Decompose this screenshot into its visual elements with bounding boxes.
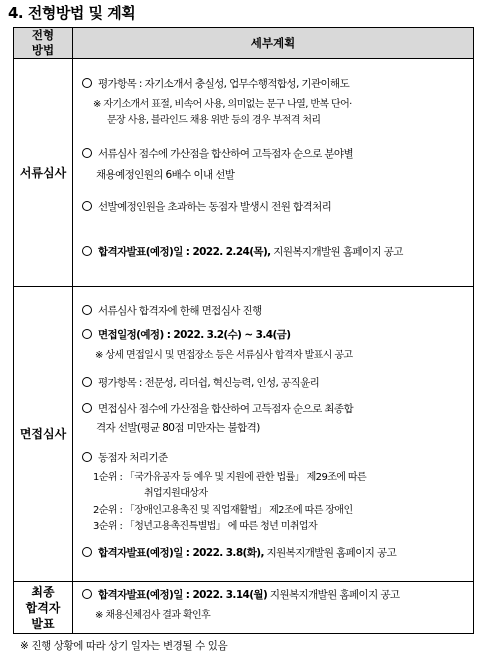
list-item: 합격자발표(예정)일 : 2022. 3.8(화), 지원복지개발원 홈페이지 공고: [82, 545, 467, 562]
header-stage: [14, 28, 73, 59]
circle-bullet-icon: [82, 452, 92, 462]
table-row: [14, 582, 474, 634]
circle-bullet-icon: [82, 403, 92, 413]
list-item: 취업지원대상자: [144, 488, 208, 499]
list-item: ※ 채용신체검사 결과 확인후: [95, 610, 211, 621]
list-item: 동점자 처리기준: [82, 450, 467, 467]
list-item: 3순위 : 「청년고용촉진특별법」 에 따른 청년 미취업자: [93, 521, 318, 532]
circle-bullet-icon: [82, 329, 92, 339]
section-title: 4. 전형방법 및 계획: [8, 4, 136, 22]
circle-bullet-icon: [82, 246, 92, 256]
list-item: 면접일정(예정) : 2022. 3.2(수) ~ 3.4(금): [82, 327, 467, 344]
list-item: 격자 선발(평균 80점 미만자는 불합격): [96, 422, 260, 434]
recruitment-plan-table: [13, 27, 474, 634]
header-detail: 세부계획: [73, 28, 474, 59]
stage-final-announcement: [14, 582, 73, 634]
list-item: 2순위 : 「장애인고용촉진 및 직업재활법」 제2조에 따른 장애인: [93, 505, 353, 516]
list-item: 1순위 : 「국가유공자 등 예우 및 지원에 관한 법률」 제29조에 따른: [93, 472, 367, 483]
list-item: ※ 자기소개서 표절, 비속어 사용, 의미없는 문구 나열, 반복 단어·: [93, 99, 352, 110]
circle-bullet-icon: [82, 547, 92, 557]
list-item: 평가항목 : 자기소개서 충실성, 업무수행적합성, 기관이해도: [82, 76, 467, 93]
stage-final-line2: 합격자: [25, 600, 61, 615]
table-row: [14, 287, 474, 582]
stage-final-line1: 최종: [31, 584, 55, 599]
list-item: 합격자발표(예정)일 : 2022. 2.24(목), 지원복지개발원 홈페이지 공고: [82, 244, 467, 261]
circle-bullet-icon: [82, 148, 92, 158]
circle-bullet-icon: [82, 305, 92, 315]
list-item: 평가항목 : 전문성, 리더쉽, 혁신능력, 인성, 공직윤리: [82, 375, 467, 392]
list-item: 문장 사용, 블라인드 채용 위반 등의 경우 부적격 처리: [107, 115, 321, 126]
stage-interview: 면접심사: [14, 287, 73, 582]
stage-final-line3: 발표: [31, 616, 55, 631]
list-item: 선발예정인원을 초과하는 동점자 발생시 전원 합격처리: [82, 199, 467, 216]
table-header-row: [14, 28, 474, 59]
list-item: 면접심사 점수에 가산점을 합산하여 고득점자 순으로 최종합: [82, 401, 467, 418]
list-item: 서류심사 합격자에 한해 면접심사 진행: [82, 303, 467, 320]
interview-details: [73, 287, 474, 582]
list-item: ※ 상세 면접일시 및 면접장소 등은 서류심사 합격자 발표시 공고: [95, 350, 353, 361]
header-stage-line2: 방법: [31, 43, 55, 57]
list-item: 합격자발표(예정)일 : 2022. 3.14(월) 지원복지개발원 홈페이지 공고: [82, 587, 467, 604]
circle-bullet-icon: [82, 377, 92, 387]
stage-document-review: 서류심사: [14, 59, 73, 287]
final-announcement-details: [73, 582, 474, 634]
circle-bullet-icon: [82, 589, 92, 599]
document-review-details: [73, 59, 474, 287]
header-stage-line1: 전형: [31, 28, 55, 42]
table-row: [14, 59, 474, 287]
list-item: 채용예정인원의 6배수 이내 선발: [96, 169, 235, 181]
list-item: 서류심사 점수에 가산점을 합산하여 고득점자 순으로 분야별: [82, 146, 467, 163]
circle-bullet-icon: [82, 78, 92, 88]
circle-bullet-icon: [82, 201, 92, 211]
footnote: ※ 진행 상황에 따라 상기 일자는 변경될 수 있음: [20, 640, 228, 652]
